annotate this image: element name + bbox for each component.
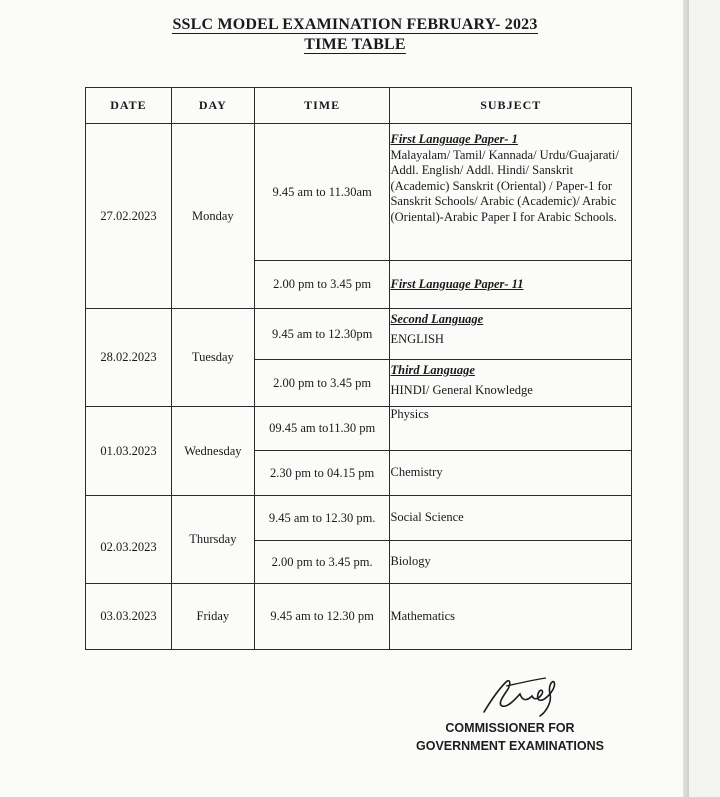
- subject-heading: First Language Paper- 1: [390, 132, 518, 146]
- time-cell: 09.45 am to11.30 pm: [254, 407, 390, 451]
- subject-cell: [390, 496, 632, 541]
- subject-cell: [390, 309, 632, 360]
- background-strip: [689, 0, 720, 797]
- time-cell: 9.45 am to 12.30 pm: [254, 584, 390, 650]
- subject-detail: Chemistry: [390, 465, 443, 480]
- table-row: [86, 496, 632, 541]
- table-row: [86, 124, 632, 261]
- subject-cell: [390, 407, 632, 451]
- subject-heading: First Language Paper- 11: [390, 276, 524, 291]
- subject-cell: [390, 584, 632, 650]
- time-cell: 2.00 pm to 3.45 pm: [254, 360, 390, 407]
- subject-detail: ENGLISH: [390, 332, 444, 346]
- time-cell: 9.45 am to 12.30pm: [254, 309, 390, 360]
- subject-cell: [390, 124, 632, 261]
- signature-image: [476, 672, 576, 722]
- time-cell: 9.45 am to 11.30am: [254, 124, 390, 261]
- column-header-subject: SUBJECT: [390, 88, 632, 124]
- subject-cell: [390, 451, 632, 496]
- subject-detail: Physics: [390, 407, 429, 421]
- subject-detail: Malayalam/ Tamil/ Kannada/ Urdu/Guajarati/ Addl. English/ Addl. Hindi/ Sanskrit (Academic) Sanskrit (Oriental) / Paper-1 for Sanskrit Schools/ Arabic (Academic)/ Arabic (Oriental)-Arabic Paper I for Arabic Schools.: [390, 147, 619, 224]
- subject-heading: Second Language: [390, 312, 484, 326]
- signatory-line-2: GOVERNMENT EXAMINATIONS: [416, 739, 604, 753]
- subject-detail: Biology: [390, 554, 431, 569]
- table-row: [86, 407, 632, 451]
- time-cell: 2.30 pm to 04.15 pm: [254, 451, 390, 496]
- subject-detail: Social Science: [390, 510, 464, 525]
- header-row: [86, 88, 632, 124]
- subject-cell: [390, 541, 632, 584]
- subject-cell: [390, 360, 632, 407]
- timetable: [85, 87, 632, 650]
- date-cell: 27.02.2023: [86, 124, 172, 309]
- document-title: SSLC MODEL EXAMINATION FEBRUARY- 2023: [172, 16, 538, 33]
- subject-heading: Third Language: [390, 363, 475, 377]
- date-cell: 03.03.2023: [86, 584, 172, 650]
- subject-detail: HINDI/ General Knowledge: [390, 383, 533, 397]
- signatory-line-1: COMMISSIONER FOR: [445, 721, 575, 735]
- column-header-day: DAY: [171, 88, 254, 124]
- subject-cell: [390, 261, 632, 309]
- table-row: [86, 584, 632, 650]
- subject-detail: Mathematics: [390, 608, 456, 623]
- time-cell: 2.00 pm to 3.45 pm: [254, 261, 390, 309]
- table-row: [86, 309, 632, 360]
- column-header-date: DATE: [86, 88, 172, 124]
- day-cell: Thursday: [171, 496, 254, 584]
- day-cell: Monday: [171, 124, 254, 309]
- column-header-time: TIME: [254, 88, 390, 124]
- day-cell: Wednesday: [171, 407, 254, 496]
- time-cell: 9.45 am to 12.30 pm.: [254, 496, 390, 541]
- date-cell: 01.03.2023: [86, 407, 172, 496]
- date-cell: 28.02.2023: [86, 309, 172, 407]
- day-cell: Friday: [171, 584, 254, 650]
- day-cell: Tuesday: [171, 309, 254, 407]
- date-cell: 02.03.2023: [86, 496, 172, 584]
- document-subtitle: TIME TABLE: [304, 36, 406, 53]
- time-cell: 2.00 pm to 3.45 pm.: [254, 541, 390, 584]
